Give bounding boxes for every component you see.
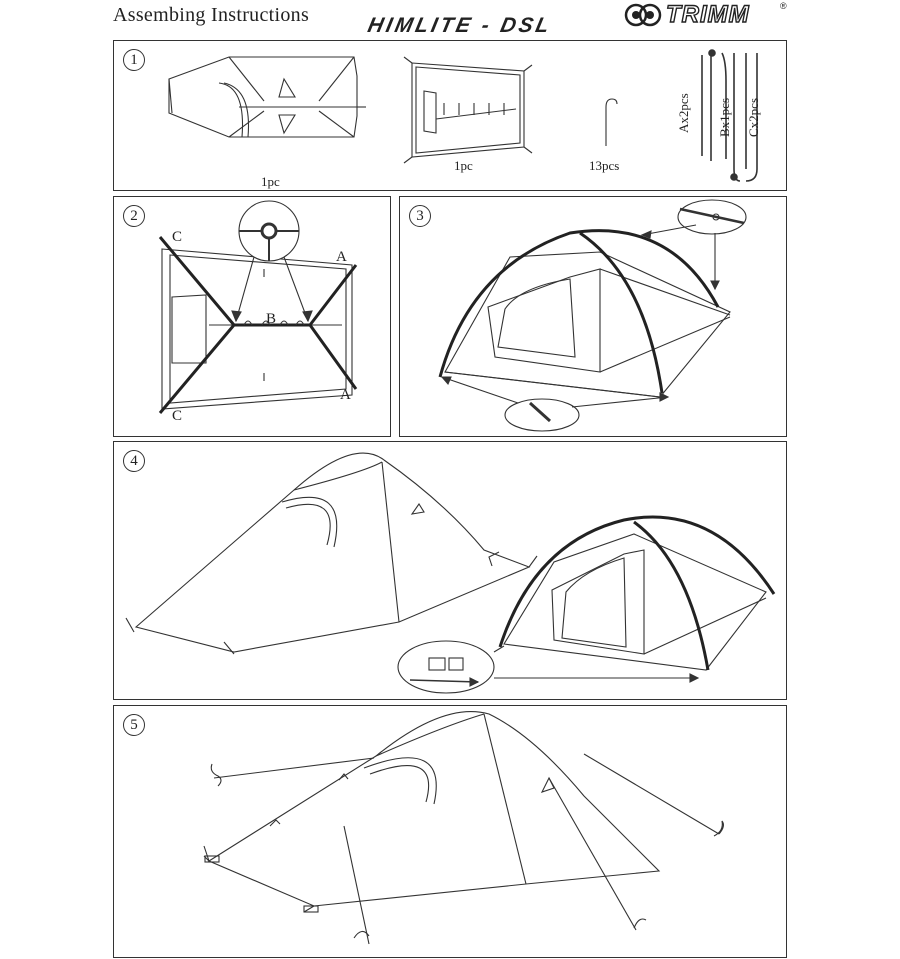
- guyline-pegging-diagram: [114, 706, 788, 959]
- step-number-1: 1: [123, 49, 145, 71]
- label-pole-a-top: A: [336, 249, 347, 265]
- step-2-panel: [113, 196, 391, 437]
- label-pole-c-top: C: [172, 229, 183, 245]
- flysheet-qty: 1pc: [454, 158, 473, 173]
- step-5-panel: [113, 705, 787, 958]
- step-number-2: 2: [123, 205, 145, 227]
- step-number-5: 5: [123, 714, 145, 736]
- flysheet-cover-diagram: [114, 442, 788, 701]
- brand-logo: [622, 1, 787, 31]
- pole-b-qty: Bx1pcs: [717, 98, 732, 137]
- label-pole-b: B: [266, 311, 277, 327]
- instructions-title: Assembing Instructions: [113, 4, 310, 26]
- step-4-panel: [113, 441, 787, 700]
- step-1-panel: [113, 40, 787, 191]
- step-number-4: 4: [123, 450, 145, 472]
- pegs-qty: 13pcs: [589, 158, 620, 173]
- pole-raise-diagram: [400, 197, 788, 438]
- step-number-3: 3: [409, 205, 431, 227]
- pole-c-qty: Cx2pcs: [746, 98, 761, 137]
- label-pole-c-bottom: C: [172, 408, 183, 424]
- model-name: HIMLITE - DSL: [365, 14, 555, 37]
- inner-tent-qty: 1pc: [261, 174, 280, 189]
- brand-name: TRIMM: [666, 1, 750, 28]
- flysheet-drawing: [169, 57, 366, 137]
- trimm-logo-icon: [622, 1, 666, 29]
- step-3-panel: [399, 196, 787, 437]
- pole-a-qty: Ax2pcs: [676, 93, 691, 133]
- registered-mark: ®: [780, 1, 787, 11]
- peg-drawing: [606, 99, 617, 146]
- label-pole-a-bottom: A: [340, 387, 351, 403]
- inner-tent-drawing: [404, 57, 532, 163]
